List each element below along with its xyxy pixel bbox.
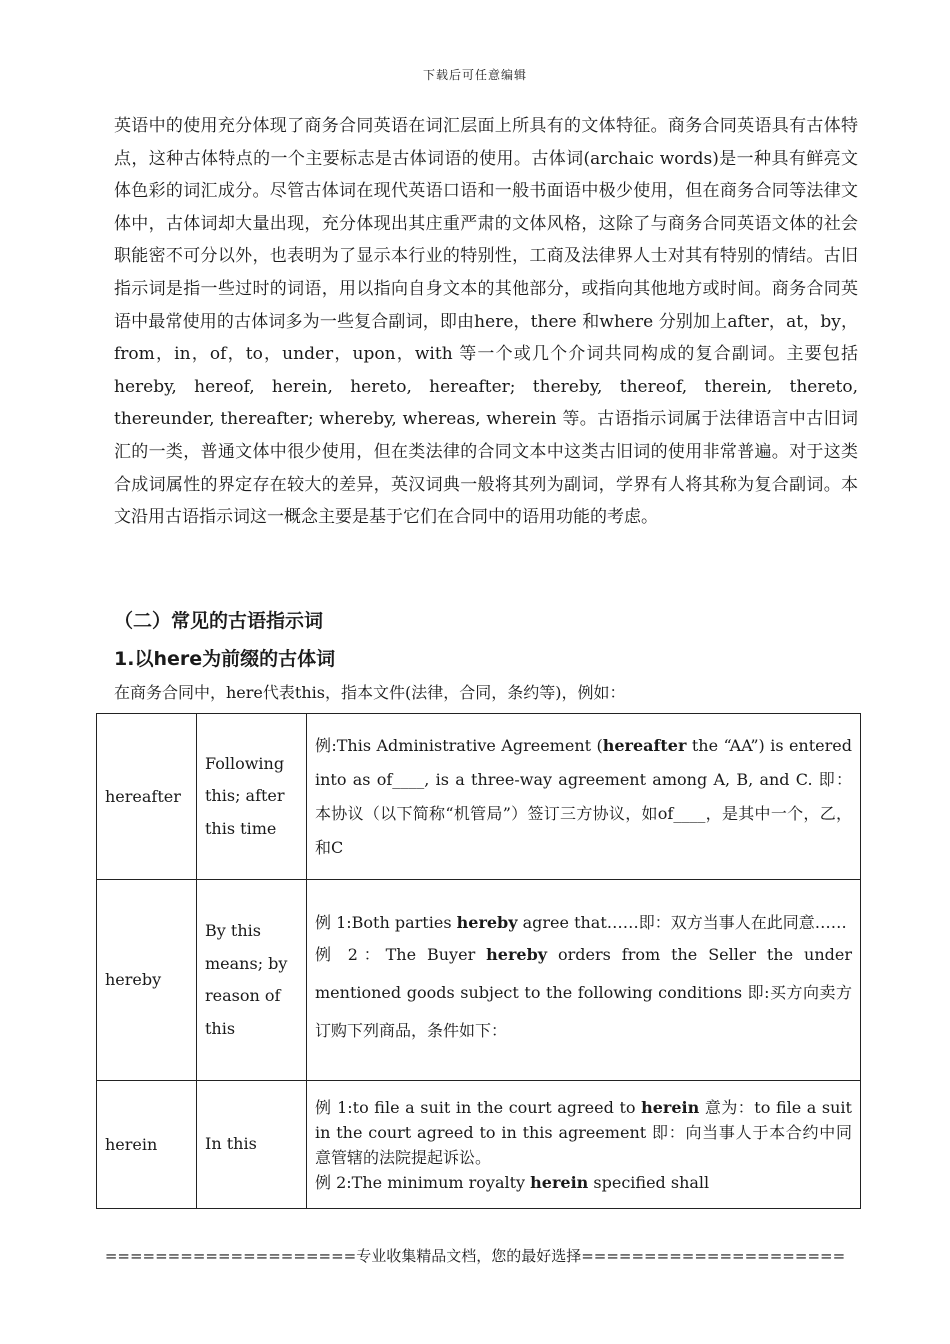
example-text: 意为：to file a suit in the court agreed to in this agreement 即：向当事人于本合约中同意管辖的法院提起诉讼。: [315, 1097, 852, 1167]
example-text: 例 2:The minimum royalty: [315, 1172, 531, 1192]
example-text: 例:This Administrative Agreement (: [315, 735, 603, 755]
example-1: [315, 1095, 852, 1170]
example-text: 例 1:to file a suit in the court agreed to: [315, 1097, 642, 1117]
meaning-cell: By this means; by reason of this: [197, 880, 307, 1081]
example-text: the “AA”) is entered into as of____, is a three-way agreement among A, B, and C. 即：本协议（以下简称“机管局”）签订三方协议，如of____，是其中一个，乙，和C: [315, 735, 852, 857]
keyword: herein: [641, 1097, 700, 1117]
section-heading: （二）常见的古语指示词: [114, 610, 324, 632]
table-row: [97, 880, 861, 1081]
term-cell: hereafter: [97, 714, 197, 880]
example-cell: [307, 714, 861, 880]
meaning-cell: Following this; after this time: [197, 714, 307, 880]
example-2: [315, 936, 852, 1050]
term-cell: hereby: [97, 880, 197, 1081]
table-row: [97, 1081, 861, 1209]
example-cell: [307, 880, 861, 1081]
example-2: [315, 1170, 852, 1195]
example-1: [315, 910, 852, 936]
example-text: 例 2：The Buyer: [315, 945, 487, 964]
keyword: herein: [530, 1172, 589, 1192]
table-intro: 在商务合同中，here代表this，指本文件(法律，合同，条约等)，例如：: [114, 683, 626, 702]
body-paragraph: 英语中的使用充分体现了商务合同英语在词汇层面上所具有的文体特征。商务合同英语具有古体特点，这种古体特点的一个主要标志是古体词语的使用。古体词(archaic words)是一种具有鲜亮文体色彩的词汇成分。尽管古体词在现代英语口语和一般书面语中极少使用，但在商务合同等法律文体中，古体词却大量出现，充分体现出其庄重严肃的文体风格，这除了与商务合同英语文体的社会职能密不可分以外，也表明为了显示本行业的特别性，工商及法律界人士对其有特别的情结。古旧指示词是指一些过时的词语，用以指向自身文本的其他部分，或指向其他地方或时间。商务合同英语中最常使用的古体词多为一些复合副词，即由here，there 和where 分别加上after，at，by，from，in，of，to，under，upon，with 等一个或几个介词共同构成的复合副词。主要包括hereby, hereof, herein, hereto, hereafter; thereby, thereof, therein, thereto, thereunder, thereafter; whereby, whereas, wherein 等。古语指示词属于法律语言中古旧词汇的一类，普通文体中很少使用，但在类法律的合同文本中这类古旧词的使用非常普遍。对于这类合成词属性的界定存在较大的差异，英汉词典一般将其列为副词，学界有人将其称为复合副词。本文沿用古语指示词这一概念主要是基于它们在合同中的语用功能的考虑。: [114, 116, 858, 528]
page-header: 下载后可任意编辑: [422, 68, 527, 82]
keyword: hereby: [456, 913, 518, 932]
keyword: hereafter: [602, 735, 687, 755]
subsection-heading: 1.以here为前缀的古体词: [114, 648, 336, 670]
example-text: 例 1:Both parties: [315, 913, 457, 932]
example-text: orders from the Seller the under mentioned goods subject to the following conditions 即:买方向卖方订购下列商品，条件如下：: [315, 945, 852, 1040]
example-text: agree that……即：双方当事人在此同意……: [517, 913, 847, 932]
page-footer: ====================专业收集精品文档，您的最好选择=====================: [104, 1247, 846, 1265]
term-cell: herein: [97, 1081, 197, 1209]
example-text: specified shall: [588, 1172, 710, 1192]
table-row: [97, 714, 861, 880]
archaic-words-table: [96, 713, 861, 1209]
meaning-cell: In this: [197, 1081, 307, 1209]
example-cell: [307, 1081, 861, 1209]
keyword: hereby: [486, 945, 548, 964]
